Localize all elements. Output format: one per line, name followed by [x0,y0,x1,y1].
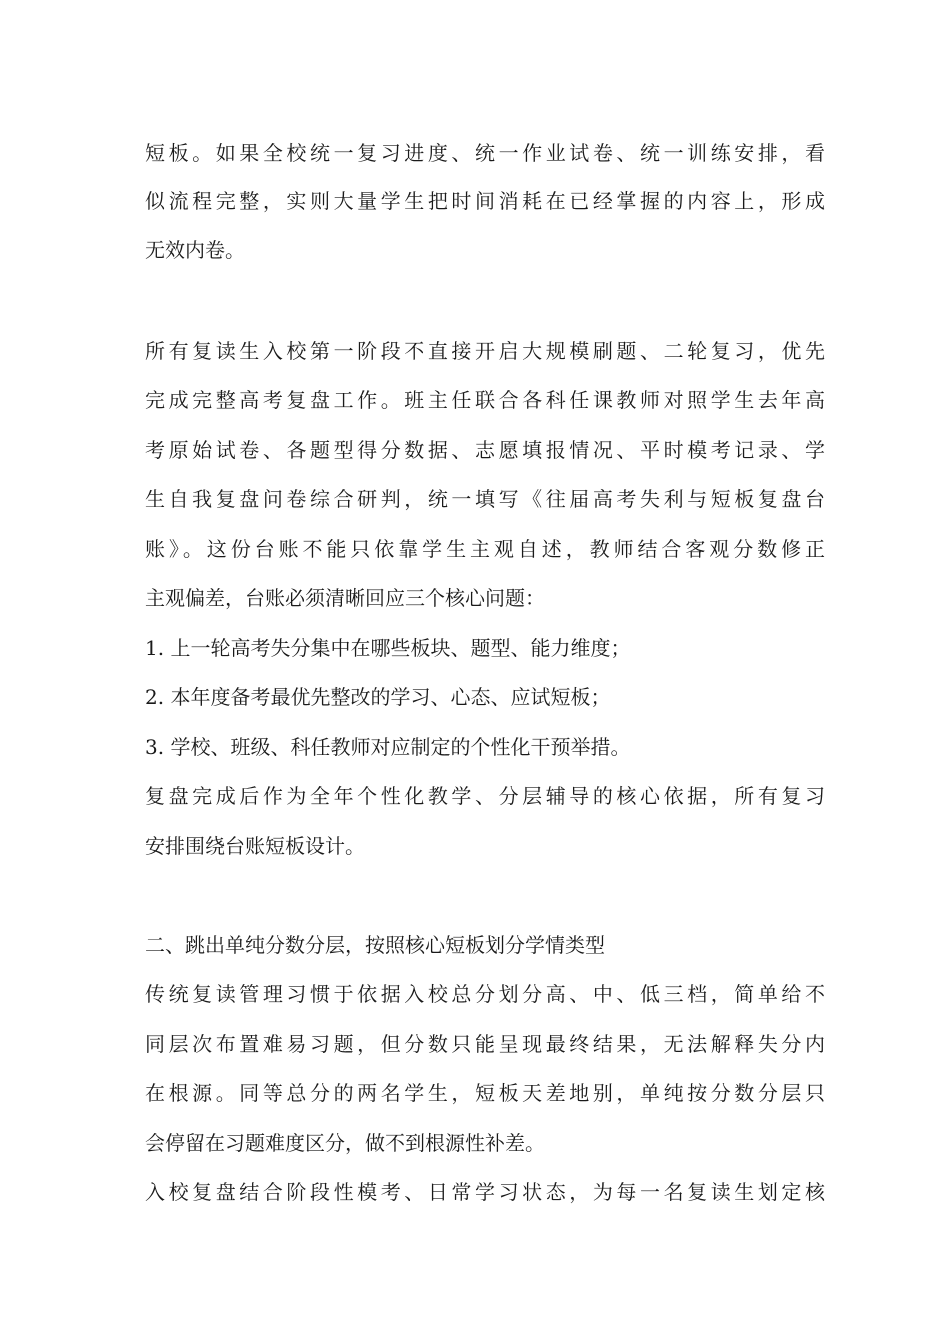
para1-line-1: 短板。如果全校统一复习进度、统一作业试卷、统一训练安排，看 [145,141,825,165]
list-item-1: 1. 上一轮高考失分集中在哪些板块、题型、能力维度； [145,636,631,660]
para2-line-4: 生自我复盘问卷综合研判，统一填写《往届高考失利与短板复盘台 [145,487,825,511]
list-item-3: 3. 学校、班级、科任教师对应制定的个性化干预举措。 [145,735,631,759]
para3-line-2: 安排围绕台账短板设计。 [145,834,365,858]
para3-line-1: 复盘完成后作为全年个性化教学、分层辅导的核心依据，所有复习 [145,784,825,808]
list-item-2: 2. 本年度备考最优先整改的学习、心态、应试短板； [145,685,611,709]
para4-line-4: 会停留在习题难度区分，做不到根源性补差。 [145,1131,545,1155]
para2-line-1: 所有复读生入校第一阶段不直接开启大规模刷题、二轮复习，优先 [145,339,825,363]
para2-line-6: 主观偏差，台账必须清晰回应三个核心问题： [145,586,545,610]
para2-line-5: 账》。这份台账不能只依靠学生主观自述，教师结合客观分数修正 [145,537,825,561]
para4-line-2: 同层次布置难易习题，但分数只能呈现最终结果，无法解释失分内 [145,1032,825,1056]
para5-line-1: 入校复盘结合阶段性模考、日常学习状态，为每一名复读生划定核 [145,1180,825,1204]
section-heading-2: 二、跳出单纯分数分层，按照核心短板划分学情类型 [145,933,605,957]
para2-line-3: 考原始试卷、各题型得分数据、志愿填报情况、平时模考记录、学 [145,438,825,462]
para2-line-2: 完成完整高考复盘工作。班主任联合各科任课教师对照学生去年高 [145,388,825,412]
para4-line-3: 在根源。同等总分的两名学生，短板天差地别，单纯按分数分层只 [145,1081,825,1105]
para1-line-2: 似流程完整，实则大量学生把时间消耗在已经掌握的内容上，形成 [145,189,825,213]
para4-line-1: 传统复读管理习惯于依据入校总分划分高、中、低三档，简单给不 [145,982,825,1006]
para1-line-3: 无效内卷。 [145,238,245,262]
